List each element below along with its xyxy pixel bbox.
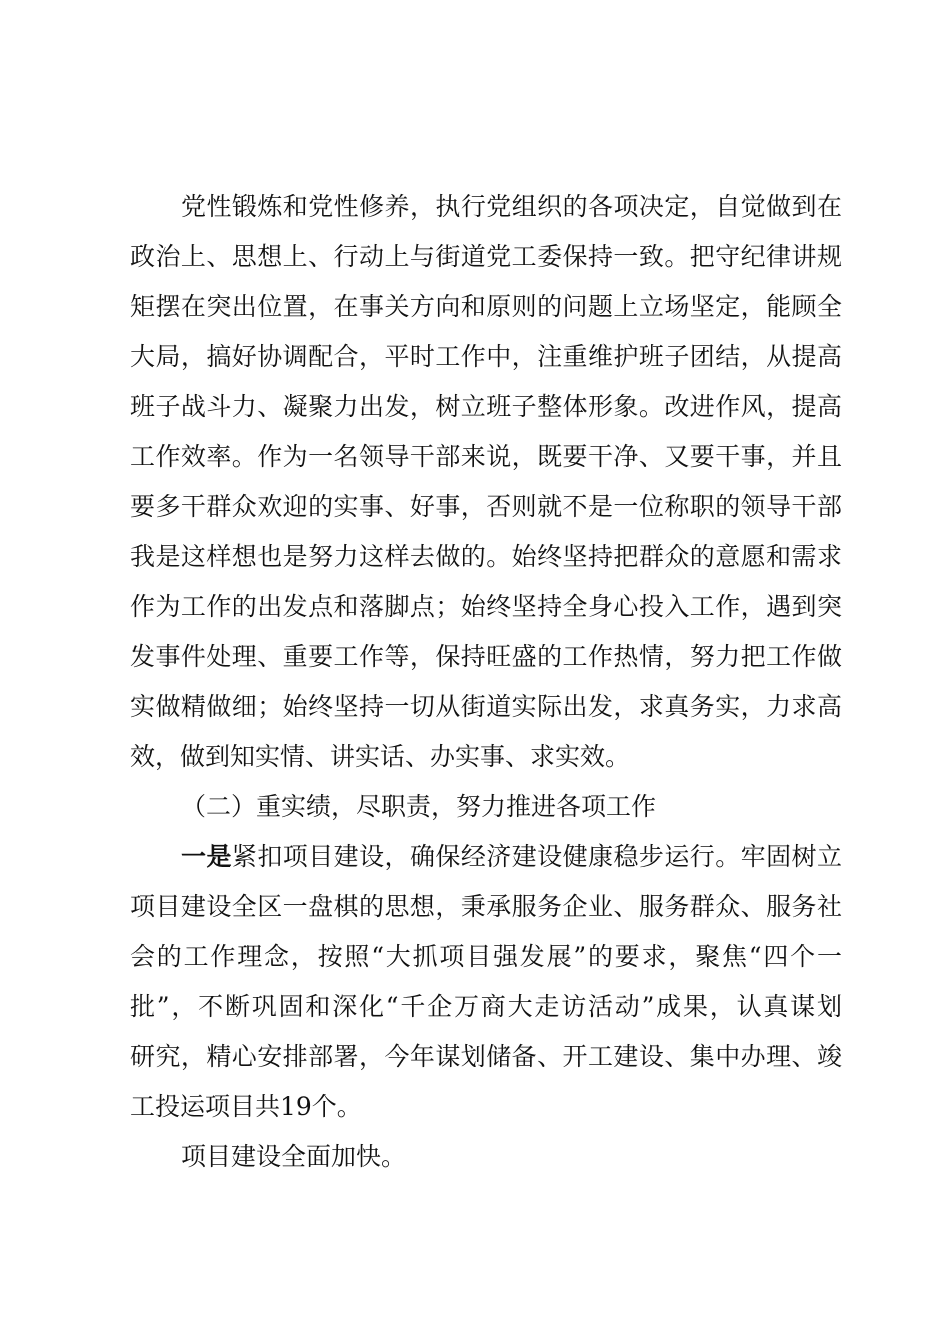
paragraph-line: 我是这样想也是努力这样去做的。始终坚持把群众的意愿和需求 [130,542,842,571]
paragraph-line-with-lead [181,837,842,877]
lead-phrase: 一是 [181,842,232,871]
paragraph-line: 要多干群众欢迎的实事、好事，否则就不是一位称职的领导干部 [130,492,842,521]
paragraph-line: 工作效率。作为一名领导干部来说，既要干净、又要干事，并且 [130,442,842,471]
paragraph-line: 大局，搞好协调配合，平时工作中，注重维护班子团结，从提高 [130,342,842,371]
paragraph-line: 会的工作理念，按照“大抓项目强发展”的要求，聚焦“四个一 [130,942,842,971]
paragraph-line: 项目建设全区一盘棋的思想，秉承服务企业、服务群众、服务社 [130,892,842,921]
paragraph-line: 党性锻炼和党性修养，执行党组织的各项决定，自觉做到在 [181,192,842,221]
paragraph-line: 研究，精心安排部署，今年谋划储备、开工建设、集中办理、竣 [130,1042,842,1071]
paragraph-line: 实做精做细；始终坚持一切从街道实际出发，求真务实，力求高 [130,692,842,721]
paragraph-line: 作为工作的出发点和落脚点；始终坚持全身心投入工作，遇到突 [130,592,842,621]
paragraph-line: 矩摆在突出位置，在事关方向和原则的问题上立场坚定，能顾全 [130,292,842,321]
paragraph-line: 工投运项目共19个。 [130,1092,362,1121]
section-heading: （二）重实绩，尽职责，努力推进各项工作 [181,792,657,821]
paragraph-line-body: 紧扣项目建设，确保经济建设健康稳步运行。牢固树立 [231,842,842,871]
paragraph-line: 批”，不断巩固和深化“千企万商大走访活动”成果，认真谋划 [130,992,842,1021]
paragraph-line: 项目建设全面加快。 [181,1142,407,1171]
paragraph-line: 发事件处理、重要工作等，保持旺盛的工作热情，努力把工作做 [130,642,842,671]
paragraph-line: 班子战斗力、凝聚力出发，树立班子整体形象。改进作风，提高 [130,392,842,421]
paragraph-line: 效，做到知实情、讲实话、办实事、求实效。 [130,742,631,771]
paragraph-line: 政治上、思想上、行动上与街道党工委保持一致。把守纪律讲规 [130,242,842,271]
